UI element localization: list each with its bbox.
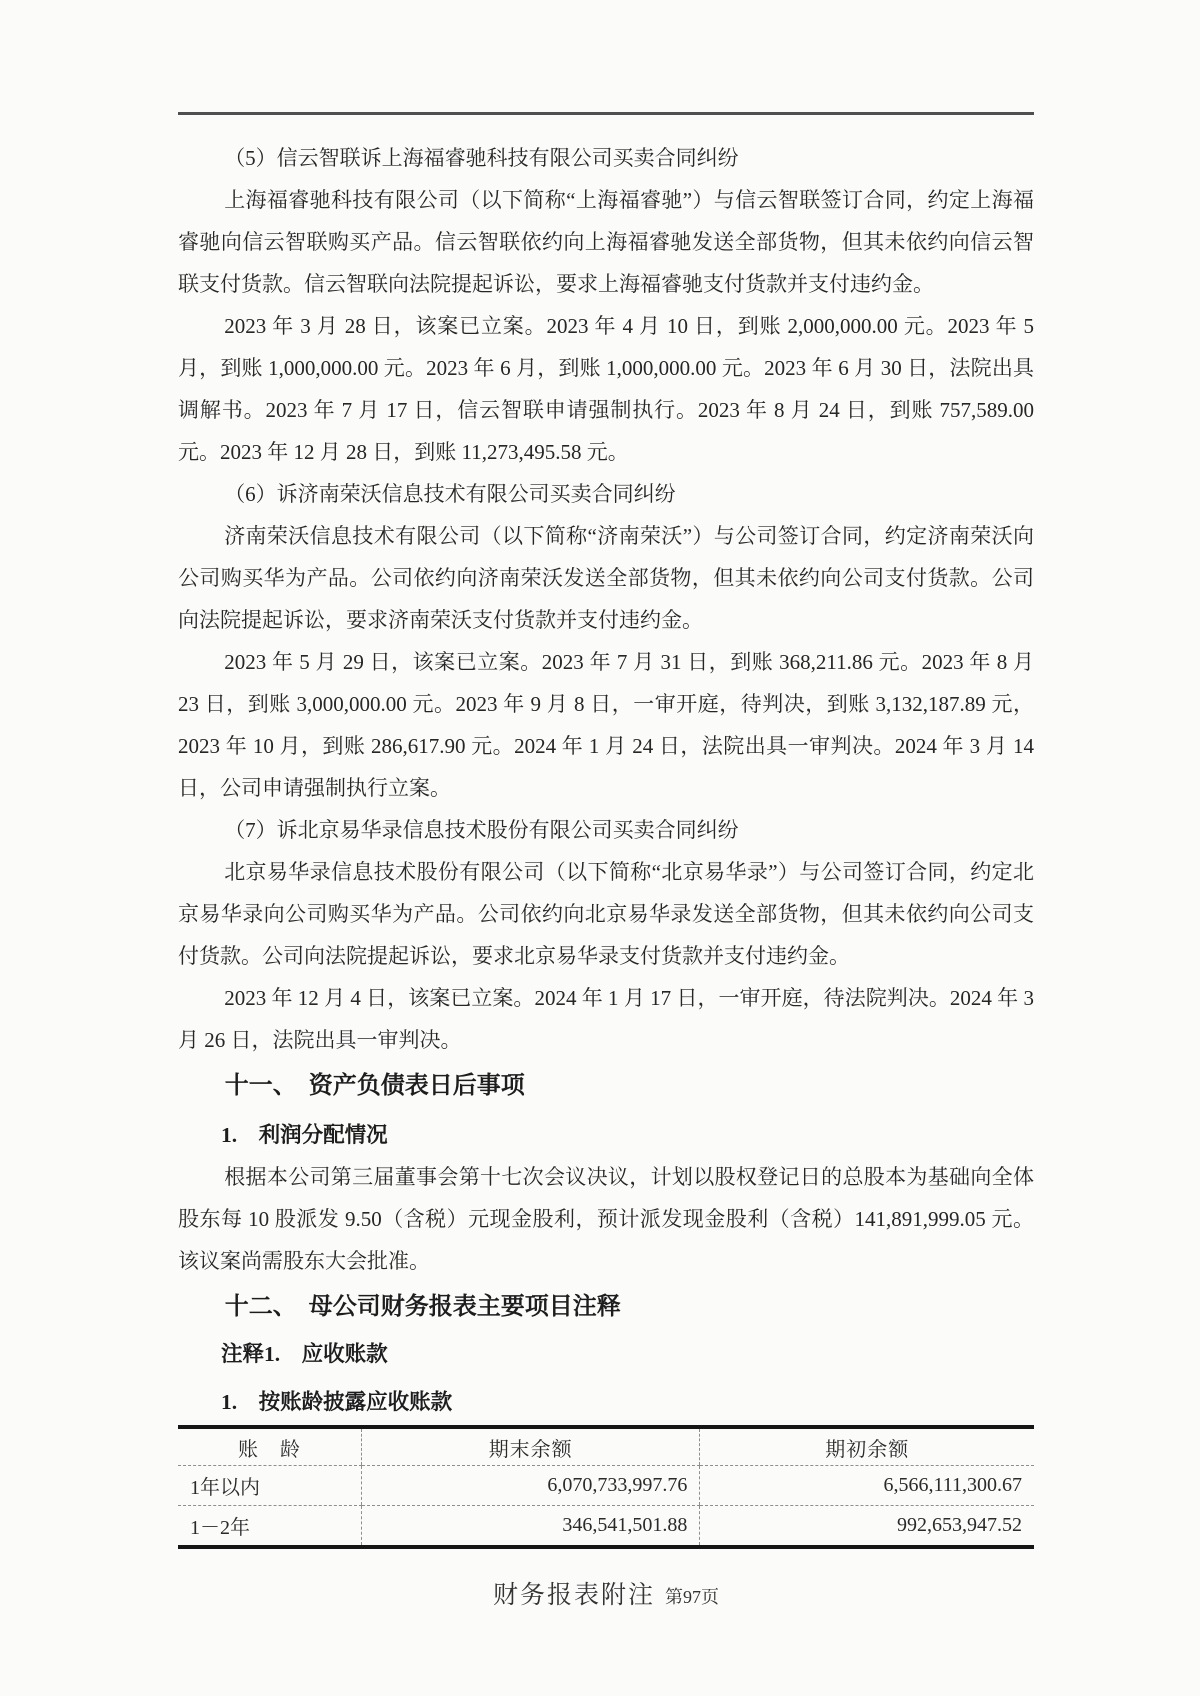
table-header-cell-aging: 账 龄 — [178, 1427, 361, 1466]
table-cell-aging: 1－2年 — [190, 1517, 250, 1539]
subsection-heading-aging-disclosure: 1. 按账龄披露应收账款 — [221, 1390, 453, 1414]
paragraph-case5-facts: 上海福睿驰科技有限公司（以下简称“上海福睿驰”）与信云智联签订合同，约定上海福睿驰向信云智联购买产品。信云智联依约向上海福睿驰发送全部货物，但其未依约向信云智联支付货款。信云智联向法院提起诉讼，要求上海福睿驰支付货款并支付违约金。 — [178, 188, 1034, 296]
table-header-row — [178, 1427, 1034, 1466]
paragraph-case7-timeline: 2023 年 12 月 4 日，该案已立案。2024 年 1 月 17 日，一审开庭，待法院判决。2024 年 3 月 26 日，法院出具一审判决。 — [178, 986, 1034, 1052]
case-section-title-5: （5）信云智联诉上海福睿驰科技有限公司买卖合同纠纷 — [224, 146, 739, 170]
table-cell-beginning-balance: 992,653,947.52 — [700, 1506, 1034, 1548]
table-cell-ending-balance: 346,541,501.88 — [361, 1506, 699, 1548]
table-cell-aging: 1年以内 — [178, 1466, 361, 1506]
aging-table-body — [178, 1466, 1034, 1548]
page-content — [178, 112, 1034, 1611]
paragraph-case7-facts: 北京易华录信息技术股份有限公司（以下简称“北京易华录”）与公司签订合同，约定北京易华录向公司购买华为产品。公司依约向北京易华录发送全部货物，但其未依约向公司支付货款。公司向法院提起诉讼，要求北京易华录支付货款并支付违约金。 — [178, 860, 1034, 968]
subsection-heading-profit-distribution: 1. 利润分配情况 — [221, 1123, 388, 1147]
aging-table-header — [178, 1427, 1034, 1466]
table-header-cell-beginning-balance: 期初余额 — [700, 1427, 1034, 1466]
paragraph-case6-facts: 济南荣沃信息技术有限公司（以下简称“济南荣沃”）与公司签订合同，约定济南荣沃向公司购买华为产品。公司依约向济南荣沃发送全部货物，但其未依约向公司支付货款。公司向法院提起诉讼，要求济南荣沃支付货款并支付违约金。 — [178, 524, 1034, 632]
table-row — [178, 1506, 1034, 1548]
section-heading-balance-sheet-events: 十一、 资产负债表日后事项 — [224, 1073, 525, 1099]
paragraph-case6-timeline: 2023 年 5 月 29 日，该案已立案。2023 年 7 月 31 日，到账 368,211.86 元。2023 年 8 月 23 日，到账 3,000,000.00 元。2023 年 9 月 8 日，一审开庭，待判决，到账 3,132,187.89 元，2023 年 10 月，到账 286,617.90 元。2024 年 1 月 24 日，法院出具一审判决。2024 年 3 月 14 日，公司申请强制执行立案。 — [178, 650, 1034, 800]
header-rule — [178, 112, 1034, 115]
page-footer — [178, 1575, 1034, 1611]
case-section-title-7: （7）诉北京易华录信息技术股份有限公司买卖合同纠纷 — [224, 818, 739, 842]
table-header-cell-ending-balance: 期末余额 — [361, 1427, 699, 1466]
footer-document-title: 财务报表附注 — [492, 1582, 655, 1609]
aging-table — [178, 1425, 1034, 1549]
table-cell-beginning-balance: 6,566,111,300.67 — [700, 1466, 1034, 1506]
footer-page-number: 第97页 — [665, 1587, 719, 1607]
table-row — [178, 1466, 1034, 1506]
table-cell-ending-balance: 6,070,733,997.76 — [361, 1466, 699, 1506]
paragraph-case5-timeline: 2023 年 3 月 28 日，该案已立案。2023 年 4 月 10 日，到账 2,000,000.00 元。2023 年 5 月，到账 1,000,000.00 元。2023 年 6 月，到账 1,000,000.00 元。2023 年 6 月 30 日，法院出具调解书。2023 年 7 月 17 日，信云智联申请强制执行。2023 年 8 月 24 日，到账 757,589.00 元。2023 年 12 月 28 日，到账 11,273,495.58 元。 — [178, 314, 1034, 464]
paragraph-profit-distribution: 根据本公司第三届董事会第十七次会议决议，计划以股权登记日的总股本为基础向全体股东每 10 股派发 9.50（含税）元现金股利，预计派发现金股利（含税）141,891,999.05 元。该议案尚需股东大会批准。 — [178, 1165, 1034, 1273]
note-heading-accounts-receivable: 注释1. 应收账款 — [221, 1342, 388, 1366]
case-section-title-6: （6）诉济南荣沃信息技术有限公司买卖合同纠纷 — [224, 482, 676, 506]
section-heading-parent-company-notes: 十二、 母公司财务报表主要项目注释 — [224, 1294, 621, 1320]
